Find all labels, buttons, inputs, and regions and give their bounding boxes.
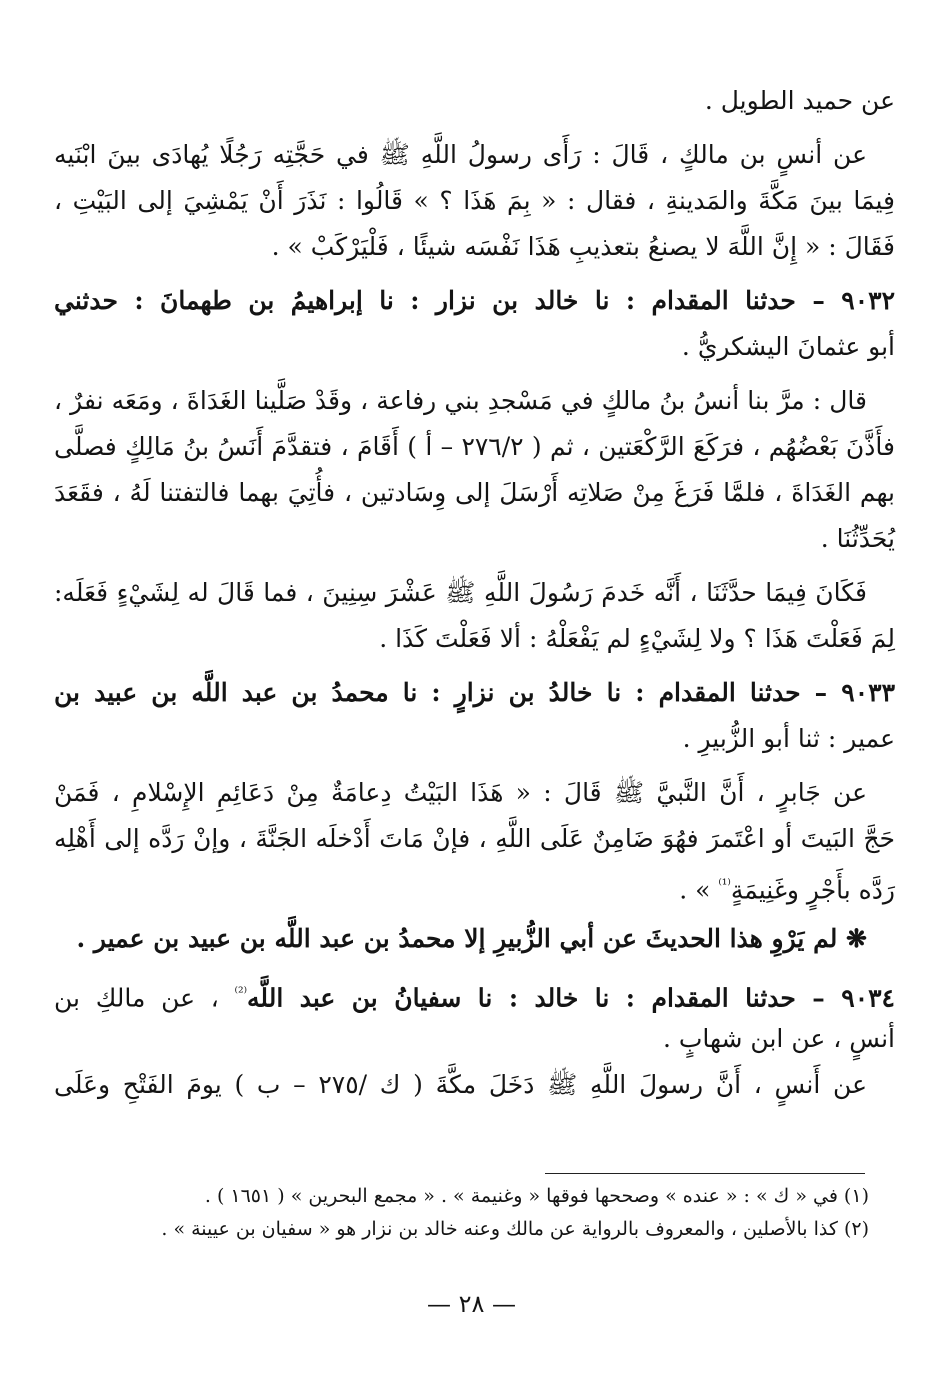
line-part: ، عن مالكِ بن: [54, 983, 235, 1013]
text-line: فَكَانَ فِيمَا حدَّثَنَا ، أَنَّه خَدمَ رَسُولَ اللَّهِ ﷺ عَشْرَ سِنِينَ ، فما قَالَ له لِشَيْءٍ فَعَلَه:: [54, 578, 867, 607]
line-part: رَدَّه بأَجْرٍ وغَنِيمَةٍ: [730, 875, 895, 905]
line-part: » .: [679, 875, 719, 905]
text-line: فأَذَّنَ بَعْضُهُم ، فرَكَعَ الرَّكْعَتين ، ثم ( ٢٧٦/٢ – أ ) أَقَامَ ، فتقدَّمَ أَنَسُ بنُ مَالِكٍ فصلَّى: [54, 432, 895, 461]
text-line: عن أنسٍ بن مالكٍ ، قَالَ : رَأَى رسولُ اللَّهِ ﷺ في حَجَّتِه رَجُلًا يُهادَى بينَ ابْنَيه: [54, 140, 867, 169]
text-line: يُحَدِّثُنَا .: [820, 524, 895, 553]
hadith-header: ٩٠٣٢ – حدثنا المقدام : نا خالد بن نزار : نا إبراهيمُ بن طهمانَ : حدثني: [54, 286, 895, 315]
footnote: (١) في « ك » : « عنده » وصححها فوقها « وغنيمة » . « مجمع البحرين » ( ١٦٥١ ) .: [204, 1185, 869, 1207]
editor-note: ❋ لم يَرْوِ هذا الحديثَ عن أبي الزُّبيرِ إلا محمدُ بن عبد اللَّه بن عبيد بن عمير .: [76, 924, 867, 953]
footnote: (٢) كذا بالأصلين ، والمعروف بالرواية عن مالك وعنه خالد بن نزار هو « سفيان بن عيينة » .: [161, 1218, 869, 1240]
page-number: — ٢٨ —: [426, 1290, 517, 1318]
hadith-header: ٩٠٣٣ – حدثنا المقدام : نا خالدُ بن نزارٍ : نا محمدُ بن عبد اللَّه بن عبيد بن: [54, 678, 895, 707]
text-line: أنسٍ ، عن ابن شهابٍ .: [662, 1024, 895, 1053]
text-line: عمير : ثنا أبو الزُّبيرِ .: [682, 724, 895, 753]
text-line: فَقَالَ : « إِنَّ اللَّهَ لا يصنعُ بتعذيبِ هَذَا نَفْسَه شيئًا ، فَلْيَرْكَبْ » .: [271, 232, 895, 261]
footnote-marker: ⁽¹⁾: [718, 877, 731, 893]
text-body: [54, 78, 895, 1108]
text-line: عن أَنسٍ ، أَنَّ رسولَ اللَّهِ ﷺ دَخَلَ مكَّةَ ( ك /٢٧٥ – ب ) يومَ الفَتْحِ وعَلَى: [54, 1070, 867, 1099]
footnote-divider: [545, 1173, 865, 1174]
hadith-header: ٩٠٣٤ – حدثنا المقدام : نا خالد : نا سفيانُ بن عبد اللَّه$^{^{(2)}}$ ، عن مالكِ بن: [54, 983, 895, 1013]
footnote-marker: ⁽²⁾: [234, 985, 248, 1001]
text-line: بهم الغَدَاةَ ، فلمَّا فَرَغَ مِنْ صَلاتِه أَرْسَلَ إلى وِسَادتين ، فأُتِيَ بهما فالتفتنا لَهُ ، فقَعَدَ: [54, 478, 895, 507]
text-line: حَجَّ البَيتَ أو اعْتَمرَ فهُوَ ضَامِنٌ عَلَى اللَّهِ ، فإنْ مَاتَ أَدْخلَه الجَنَّةَ ، وإنْ رَدَّه إلى أَهْلِه: [54, 824, 895, 853]
text-line: أبو عثمانَ اليشكريُّ .: [681, 332, 895, 361]
text-line: لِمَ فَعَلْتَ هَذَا ؟ ولا لِشَيْءٍ لم يَفْعَلْهُ : ألا فَعَلْتَ كَذَا .: [379, 624, 895, 653]
text-line: فِيمَا بينَ مَكَّةَ والمَدينةِ ، فقال : « بِمَ هَذَا ؟ » قَالُوا : نَذَرَ أَنْ يَمْشِيَ إلى البَيْتِ ،: [54, 186, 895, 215]
text-line: عن جَابرٍ ، أَنَّ النَّبيَّ ﷺ قَالَ : « هَذَا البَيْتُ دِعامَةٌ مِنْ دَعَائِمِ الإِسْلامِ ، فَمَنْ: [54, 778, 867, 807]
text-line: قال : مرَّ بنا أنسُ بنُ مالكٍ في مَسْجدِ بني رفاعة ، وقَدْ صَلَّينا الغَدَاةَ ، ومَعَه نفرٌ ،: [54, 386, 867, 415]
text-line: عن حميد الطويل .: [704, 86, 895, 115]
text-line: [54, 862, 895, 908]
footnotes: [60, 1180, 869, 1246]
